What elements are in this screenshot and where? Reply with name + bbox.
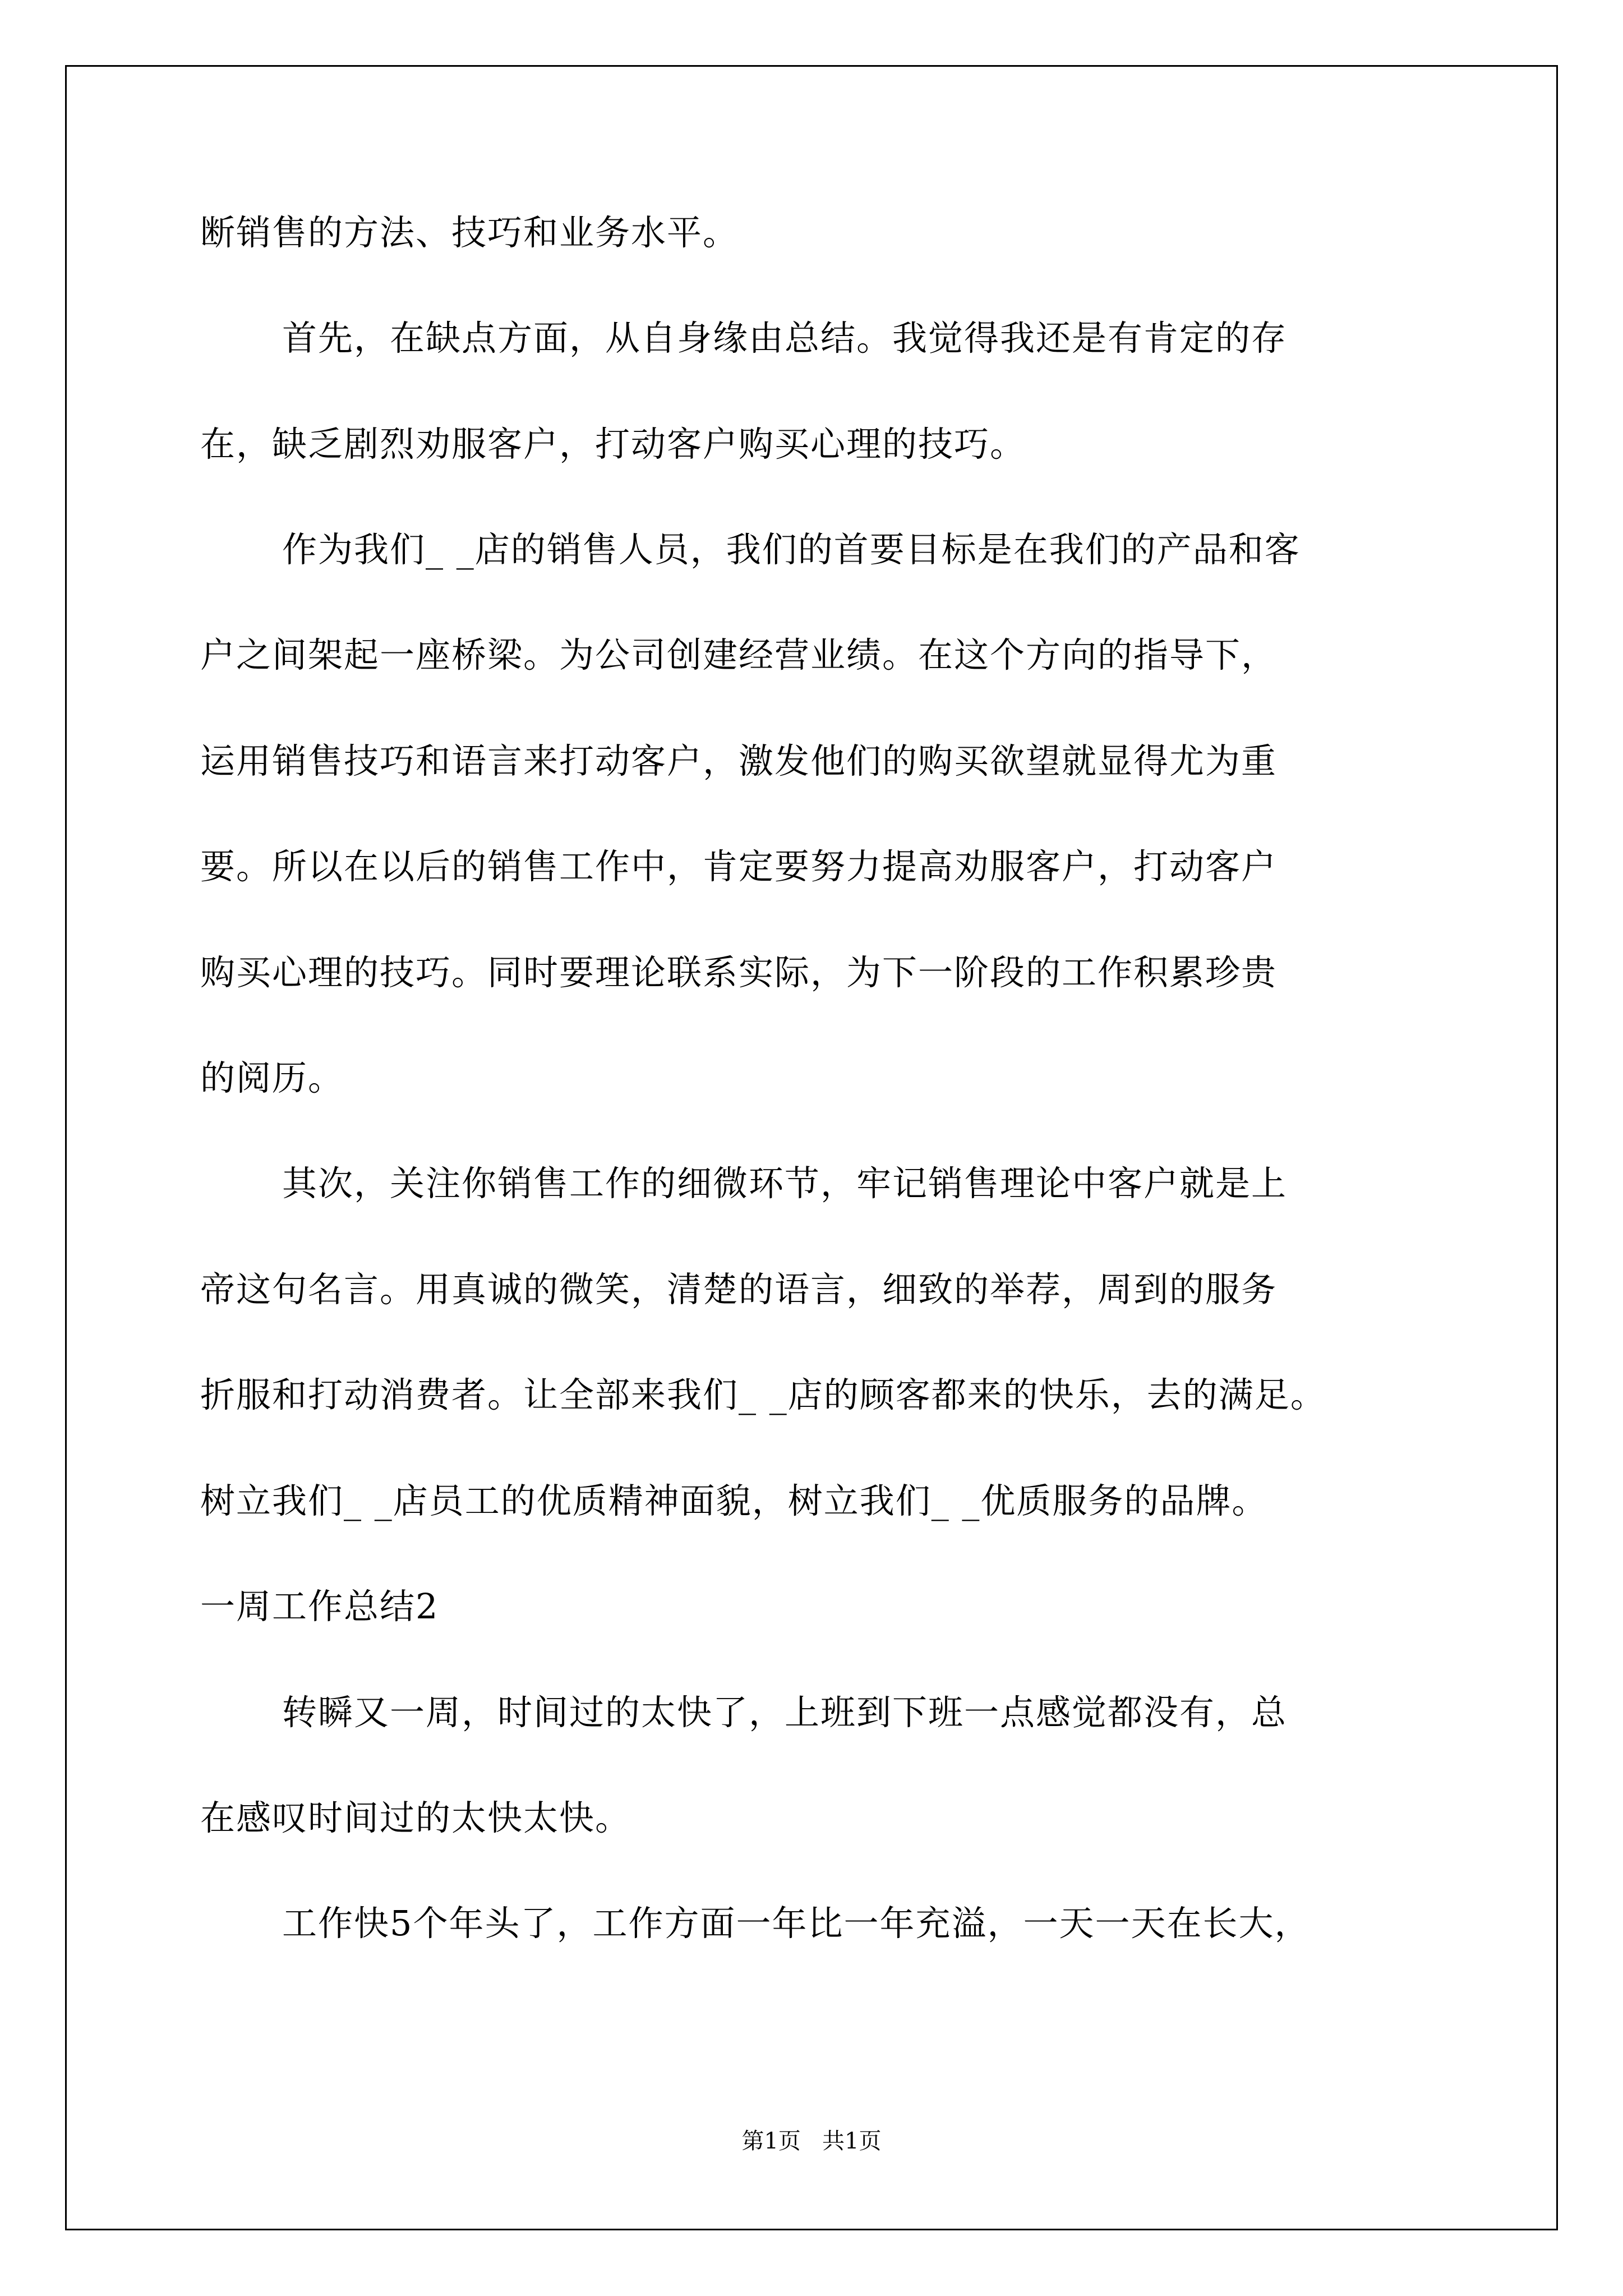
paragraph-line: 工作快5个年头了，工作方面一年比一年充溢，一天一天在长大， [282, 1903, 1311, 1944]
paragraph-line: 要。所以在以后的销售工作中，肯定要努力提高劝服客户，打动客户 [200, 846, 1278, 887]
paragraph-line: 帝这句名言。用真诚的微笑，清楚的语言，细致的举荐，周到的服务 [200, 1269, 1278, 1310]
paragraph-line: 运用销售技巧和语言来打动客户，激发他们的购买欲望就显得尤为重 [200, 740, 1278, 781]
paragraph-line: 首先，在缺点方面，从自身缘由总结。我觉得我还是有肯定的存 [282, 318, 1288, 358]
paragraph-line: 折服和打动消费者。让全部来我们_ _店的顾客都来的快乐，去的满足。 [200, 1374, 1326, 1415]
section-heading: 一周工作总结2 [200, 1586, 439, 1627]
paragraph-line: 在，缺乏剧烈劝服客户，打动客户购买心理的技巧。 [200, 424, 1026, 464]
paragraph-line: 购买心理的技巧。同时要理论联系实际，为下一阶段的工作积累珍贵 [200, 952, 1278, 993]
paragraph-line: 其次，关注你销售工作的细微环节，牢记销售理论中客户就是上 [282, 1163, 1288, 1204]
paragraph-line: 的阅历。 [200, 1057, 344, 1098]
page-footer: 第1页 共1页 [741, 2128, 882, 2154]
paragraph-line: 户之间架起一座桥梁。为公司创建经营业绩。在这个方向的指导下， [200, 634, 1278, 675]
paragraph-line: 断销售的方法、技巧和业务水平。 [200, 212, 739, 253]
paragraph-line: 作为我们_ _店的销售人员，我们的首要目标是在我们的产品和客 [282, 529, 1301, 570]
paragraph-line: 树立我们_ _店员工的优质精神面貌，树立我们_ _优质服务的品牌。 [200, 1480, 1268, 1521]
paragraph-line: 在感叹时间过的太快太快。 [200, 1797, 631, 1838]
paragraph-line: 转瞬又一周，时间过的太快了，上班到下班一点感觉都没有，总 [282, 1692, 1288, 1733]
